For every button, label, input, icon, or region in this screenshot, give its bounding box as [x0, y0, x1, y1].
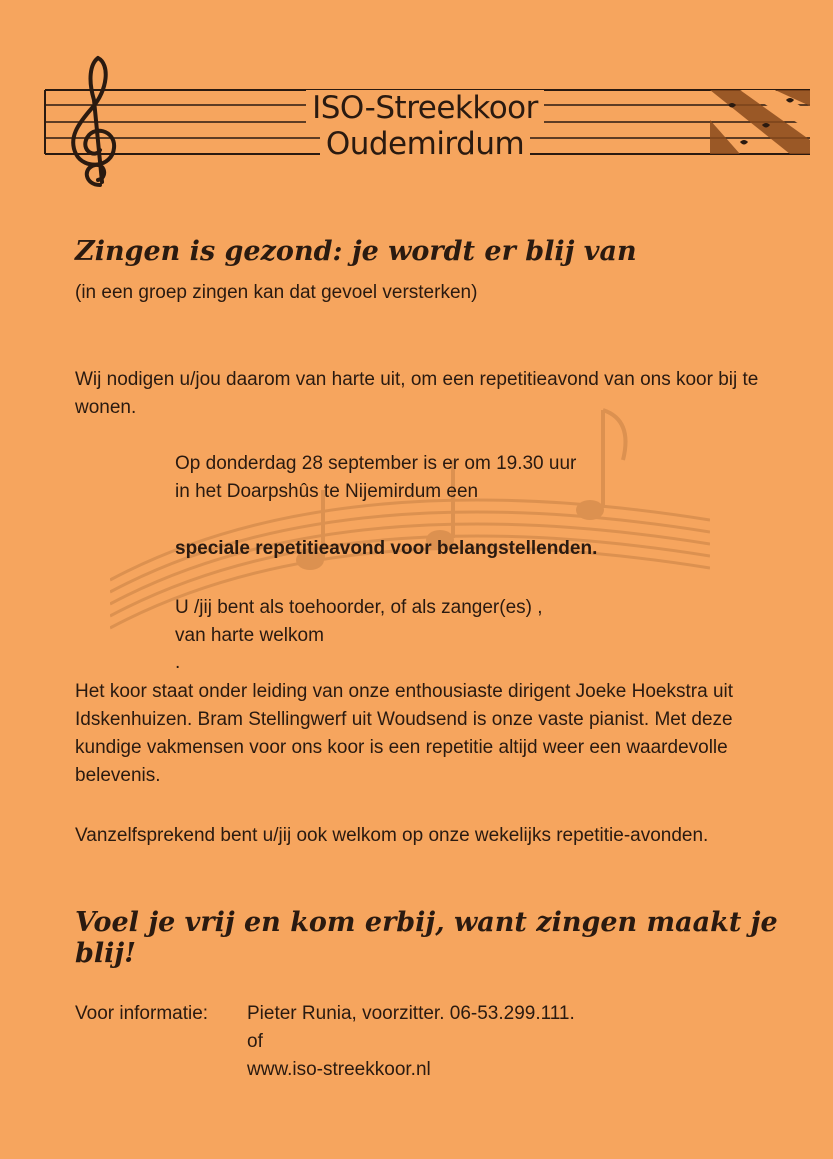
invitation-text: Wij nodigen u/jou daarom van harte uit, om een repetitieavond van ons koor bij te wonen. [75, 369, 759, 418]
welcome-line2: van harte welkom [175, 625, 324, 646]
website-link[interactable]: www.iso-streekkoor.nl [247, 1059, 431, 1080]
event-title: speciale repetitieavond voor belangstellenden. [175, 538, 598, 559]
welcome-text [175, 594, 735, 650]
info-label: Voor informatie: [75, 1003, 209, 1024]
headline: Zingen is gezond: je wordt er blij van [75, 236, 637, 267]
subline: (in een groep zingen kan dat gevoel versterken) [75, 282, 478, 303]
org-name-line2: Oudemirdum [40, 126, 810, 162]
about-choir-text: Het koor staat onder leiding van onze enthousiaste dirigent Joeke Hoekstra uit Idskenhuizen. Bram Stellingwerf uit Woudsend is onze vaste pianist. Met deze kundige vakmensen voor ons koor is een repetitie altijd weer een waardevolle belevenis. [75, 681, 734, 786]
event-location-line: in het Doarpshûs te Nijemirdum een [175, 481, 479, 502]
info-or: of [247, 1031, 263, 1052]
org-name-line1: ISO-Streekkoor [40, 90, 810, 126]
choir-logo [40, 50, 810, 195]
event-date-line: Op donderdag 28 september is er om 19.30 uur [175, 453, 577, 474]
weekly-rehearsal-text: Vanzelfsprekend bent u/jij ook welkom op onze wekelijks repetitie-avonden. [75, 825, 709, 846]
welcome-line1: U /jij bent als toehoorder, of als zanger(es) , [175, 597, 543, 618]
stray-dot: . [175, 652, 181, 673]
event-details [175, 450, 735, 506]
closing-slogan: Voel je vrij en kom erbij, want zingen maakt je blij! [75, 907, 778, 969]
contact-person: Pieter Runia, voorzitter. 06-53.299.111. [247, 1003, 575, 1024]
